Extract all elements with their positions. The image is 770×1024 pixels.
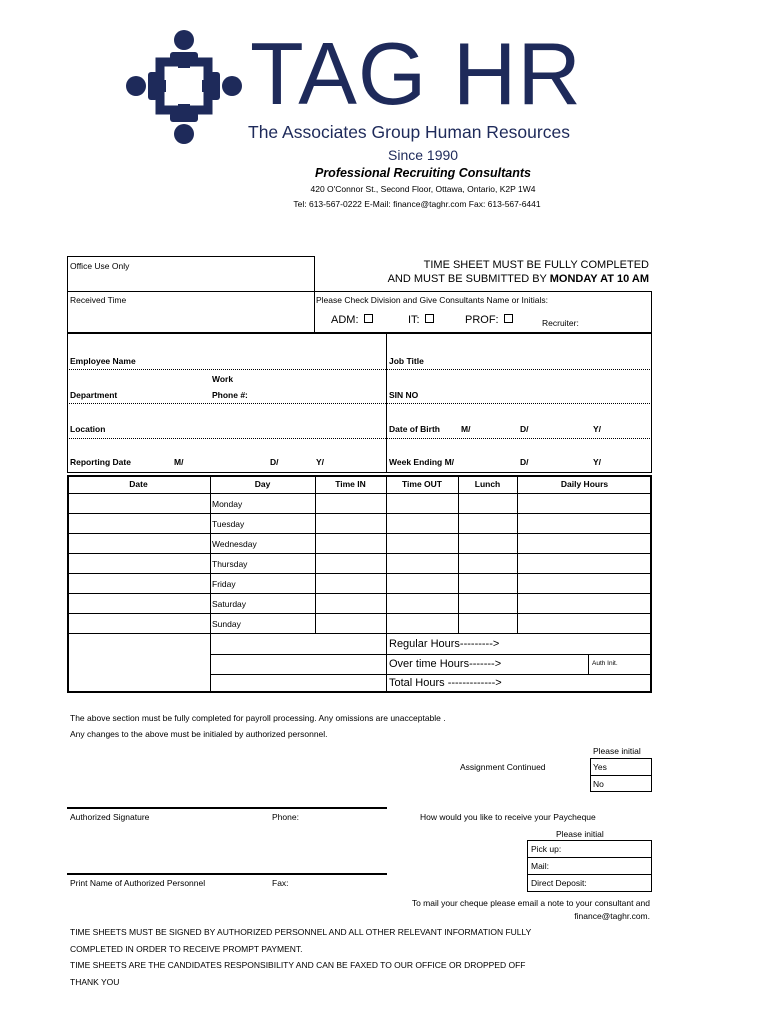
paycheque-please-initial: Please initial: [556, 829, 604, 839]
sig-fax-label: Fax:: [272, 878, 289, 888]
divider: [67, 493, 652, 494]
assignment-label: Assignment Continued: [460, 762, 546, 772]
paycheque-question: How would you like to receive your Paycheque: [420, 812, 596, 822]
mail-option[interactable]: Mail:: [531, 861, 549, 871]
assignment-no[interactable]: No: [593, 779, 604, 789]
header-daily-hours: Daily Hours: [560, 479, 609, 489]
dob-month: M/: [461, 424, 471, 434]
divider: [67, 573, 652, 574]
footer-line1: TIME SHEETS MUST BE SIGNED BY AUTHORIZED PERSONNEL AND ALL OTHER RELEVANT INFORMATION FULLY: [70, 927, 532, 937]
divider: [67, 613, 652, 614]
brand-since: Since 1990: [388, 147, 459, 163]
assignment-yes[interactable]: Yes: [593, 762, 607, 772]
brand-name: TAG HR: [250, 24, 582, 123]
auth-signature-label: Authorized Signature: [70, 812, 150, 822]
reporting-date-label: Reporting Date: [70, 457, 131, 467]
reporting-day: D/: [270, 457, 279, 467]
day-thursday: Thursday: [212, 559, 248, 569]
employee-name-label: Employee Name: [70, 356, 136, 366]
divider: [517, 475, 518, 634]
mail-note-line1: To mail your cheque please email a note to your consultant and: [411, 898, 650, 908]
divider: [67, 533, 652, 534]
divider: [67, 513, 652, 514]
pickup-option[interactable]: Pick up:: [531, 844, 562, 854]
divider: [210, 654, 652, 655]
checkbox-icon: [425, 314, 434, 323]
divider: [67, 403, 652, 404]
divider: [67, 633, 652, 634]
it-checkbox[interactable]: IT:: [408, 314, 434, 326]
divider: [590, 775, 652, 776]
footer-line3: TIME SHEETS ARE THE CANDIDATES RESPONSIBILITY AND CAN BE FAXED TO OUR OFFICE OR DROPPED OFF: [70, 960, 526, 970]
dob-day: D/: [520, 424, 529, 434]
reporting-month: M/: [174, 457, 184, 467]
brand-tagline: The Associates Group Human Resources: [248, 122, 570, 142]
direct-deposit-option[interactable]: Direct Deposit:: [531, 878, 587, 888]
dob-year: Y/: [593, 424, 602, 434]
divider: [210, 475, 211, 693]
header-time-out: Time OUT: [402, 479, 442, 489]
total-hours-label: Total Hours ------------->: [389, 677, 502, 689]
department-label: Department: [70, 390, 118, 400]
division-prompt: Please Check Division and Give Consultants Name or Initials:: [316, 295, 548, 305]
divider: [527, 874, 652, 875]
divider: [210, 674, 652, 675]
day-tuesday: Tuesday: [212, 519, 245, 529]
contact-line: Tel: 613-567-0222 E-Mail: finance@taghr.com Fax: 613-567-6441: [293, 199, 541, 209]
prof-checkbox[interactable]: PROF:: [465, 314, 513, 326]
divider: [315, 475, 316, 634]
day-sunday: Sunday: [212, 619, 241, 629]
timesheet-table: [67, 475, 652, 693]
sig-phone-label: Phone:: [272, 812, 299, 822]
checkbox-icon: [364, 314, 373, 323]
subtitle: Professional Recruiting Consultants: [314, 166, 531, 180]
overtime-hours-label: Over time Hours------->: [389, 658, 502, 670]
day-friday: Friday: [212, 579, 236, 589]
divider: [651, 291, 652, 333]
divider: [588, 654, 589, 674]
adm-checkbox[interactable]: ADM:: [331, 314, 373, 326]
divider: [314, 291, 652, 292]
divider: [386, 475, 387, 693]
divider: [458, 475, 459, 634]
footer-line4: THANK YOU: [70, 977, 120, 987]
note-line1: The above section must be fully completed for payroll processing. Any omissions are unacceptable .: [70, 713, 446, 723]
phone-label: Phone #:: [212, 390, 248, 400]
received-time-label: Received Time: [70, 295, 127, 305]
logo-icon: [124, 28, 244, 146]
sin-label: SIN NO: [389, 390, 419, 400]
week-ending-year: Y/: [593, 457, 602, 467]
divider: [67, 369, 652, 370]
address: 420 O'Connor St., Second Floor, Ottawa, Ontario, K2P 1W4: [310, 184, 536, 194]
recruiter-label: Recruiter:: [542, 318, 579, 328]
print-name-label: Print Name of Authorized Personnel: [70, 878, 206, 888]
checkbox-icon: [504, 314, 513, 323]
notice-line1: TIME SHEET MUST BE FULLY COMPLETED: [423, 259, 649, 271]
divider: [527, 857, 652, 858]
signature-line: [67, 807, 387, 809]
week-ending-label: Week Ending M/: [389, 457, 455, 467]
header-day: Day: [254, 479, 271, 489]
header-time-in: Time IN: [335, 479, 366, 489]
print-name-line: [67, 873, 387, 875]
divider: [67, 438, 652, 439]
footer-line2: COMPLETED IN ORDER TO RECEIVE PROMPT PAYMENT.: [70, 944, 303, 954]
mail-note-line2: finance@taghr.com.: [574, 911, 650, 921]
assignment-please-initial: Please initial: [593, 746, 641, 756]
divider: [67, 593, 652, 594]
notice-line2: AND MUST BE SUBMITTED BY MONDAY AT 10 AM: [387, 273, 649, 285]
job-title-label: Job Title: [389, 356, 424, 366]
auth-init-label: Auth Init.: [592, 660, 618, 667]
reporting-year: Y/: [316, 457, 325, 467]
work-label: Work: [212, 374, 234, 384]
regular-hours-label: Regular Hours--------->: [389, 638, 500, 650]
header-lunch: Lunch: [474, 479, 501, 489]
location-label: Location: [70, 424, 106, 434]
day-saturday: Saturday: [212, 599, 247, 609]
day-monday: Monday: [212, 499, 243, 509]
dob-label: Date of Birth: [389, 424, 440, 434]
header-date: Date: [129, 479, 148, 489]
office-use-label: Office Use Only: [70, 261, 130, 271]
week-ending-day: D/: [520, 457, 529, 467]
day-wednesday: Wednesday: [212, 539, 257, 549]
divider: [67, 553, 652, 554]
note-line2: Any changes to the above must be initialed by authorized personnel.: [70, 729, 328, 739]
